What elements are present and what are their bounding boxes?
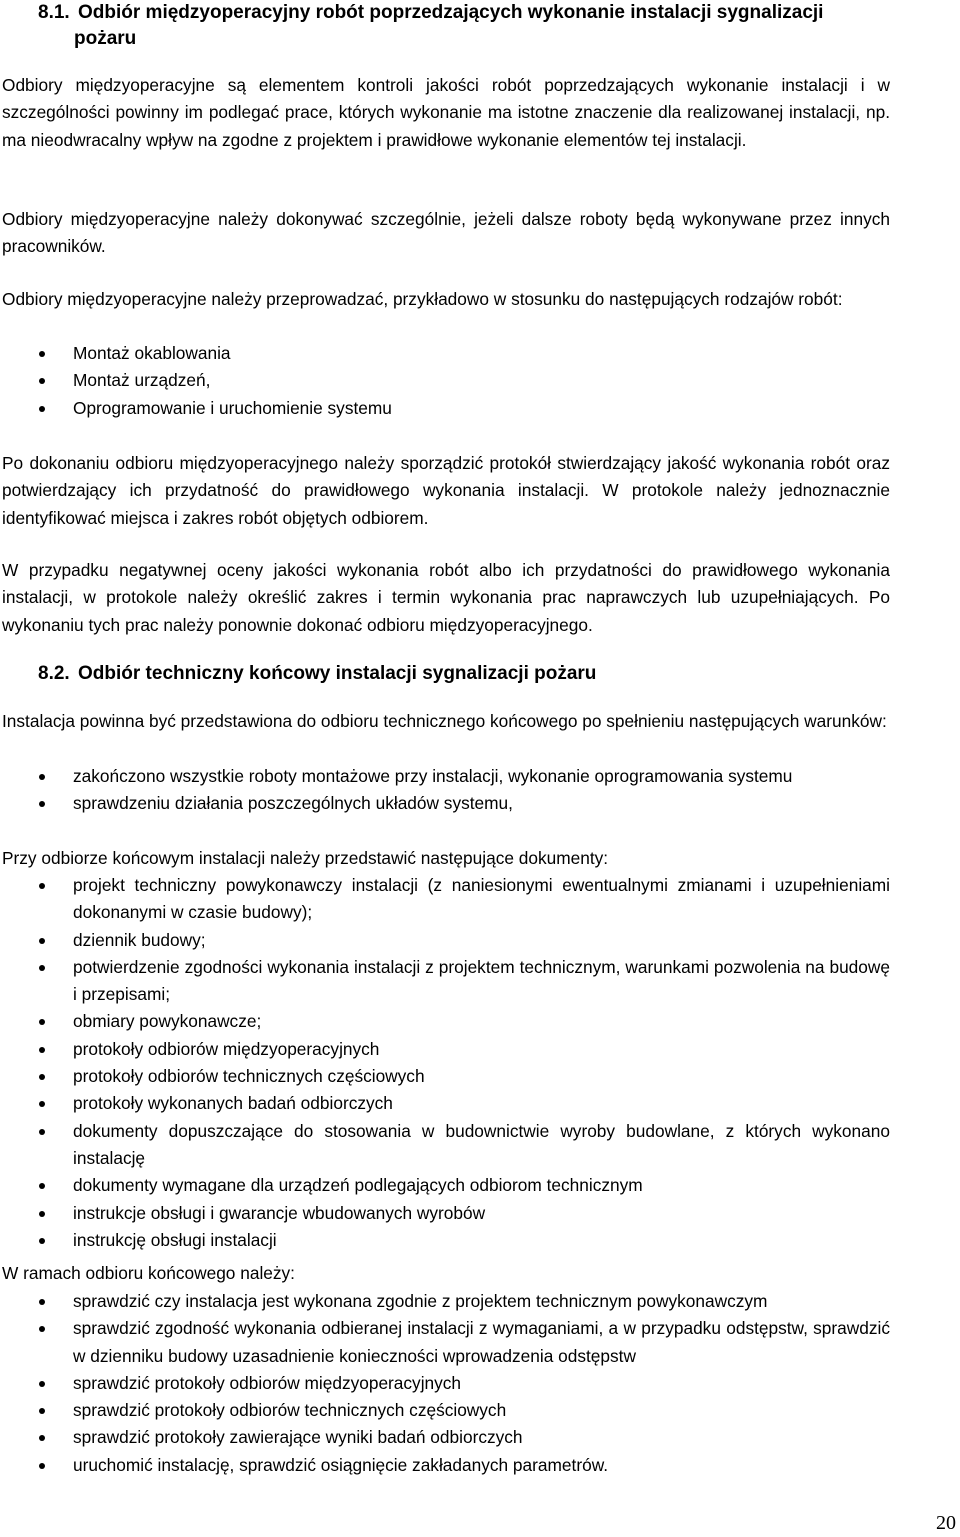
- section-title-line1: Odbiór międzyoperacyjny robót poprzedzających wykonanie instalacji sygnalizacji: [78, 2, 824, 23]
- section-title-line2: pożaru: [74, 28, 137, 49]
- bullet-icon: [39, 965, 45, 971]
- bullet-icon: [39, 938, 45, 944]
- list-item: protokoły odbiorów międzyoperacyjnych: [0, 1036, 890, 1063]
- list-item: potwierdzenie zgodności wykonania instalacji z projektem technicznym, warunkami pozwolenia na budowę i przepisami;: [0, 954, 890, 1009]
- bullet-icon: [39, 1463, 45, 1469]
- bullet-icon: [39, 1047, 45, 1053]
- list-item: zakończono wszystkie roboty montażowe przy instalacji, wykonanie oprogramowania systemu: [0, 763, 890, 790]
- list-item: protokoły odbiorów technicznych częściowych: [0, 1063, 890, 1090]
- list-item: Montaż okablowania: [0, 340, 890, 367]
- bullet-icon: [39, 883, 45, 889]
- list-item: Montaż urządzeń,: [0, 367, 890, 394]
- paragraph: Odbiory międzyoperacyjne należy przeprowadzać, przykładowo w stosunku do następujących rodzajów robót:: [2, 289, 843, 309]
- bullet-icon: [39, 1101, 45, 1107]
- list-item: projekt techniczny powykonawczy instalacji (z naniesionymi ewentualnymi zmianami i uzupełnieniami dokonanymi w czasie budowy);: [0, 872, 890, 927]
- list-item: dokumenty dopuszczające do stosowania w budownictwie wyroby budowlane, z których wykonano instalację: [0, 1118, 890, 1173]
- bullet-list: [0, 340, 890, 422]
- paragraph: Przy odbiorze końcowym instalacji należy przedstawić następujące dokumenty:: [2, 848, 609, 868]
- paragraph: Odbiory międzyoperacyjne są elementem kontroli jakości robót poprzedzających wykonanie instalacji i w szczególności powinny im podlegać prace, których wykonanie ma istotne znaczenie dla realizowanej instalacji, np. ma nieodwracalny wpływ na zgodne z projektem i prawidłowe wykonanie elementów tej instalacji.: [2, 75, 890, 150]
- bullet-icon: [39, 1019, 45, 1025]
- bullet-icon: [39, 1183, 45, 1189]
- page-number: 20: [936, 1512, 956, 1534]
- bullet-icon: [39, 351, 45, 357]
- bullet-icon: [39, 801, 45, 807]
- bullet-icon: [39, 1326, 45, 1332]
- list-item: obmiary powykonawcze;: [0, 1008, 890, 1035]
- list-item: Oprogramowanie i uruchomienie systemu: [0, 395, 890, 422]
- bullet-list: [0, 1288, 890, 1479]
- bullet-icon: [39, 1381, 45, 1387]
- list-item: dziennik budowy;: [0, 927, 890, 954]
- bullet-icon: [39, 406, 45, 412]
- section-title: Odbiór techniczny końcowy instalacji sygnalizacji pożaru: [78, 663, 597, 684]
- bullet-icon: [39, 774, 45, 780]
- paragraph: W przypadku negatywnej oceny jakości wykonania robót albo ich przydatności do prawidłowego wykonania instalacji, w protokole należy określić zakres i termin wykonania prac naprawczych lub uzupełniających. Po wykonaniu tych prac należy ponownie dokonać odbioru międzyoperacyjnego.: [2, 560, 890, 635]
- section-heading-8-2: [38, 660, 596, 687]
- bullet-icon: [39, 1435, 45, 1441]
- section-number: 8.1.: [38, 2, 70, 23]
- paragraph: Po dokonaniu odbioru międzyoperacyjnego należy sporządzić protokół stwierdzający jakość wykonania robót oraz potwierdzający ich przydatność do prawidłowego wykonania instalacji. W protokole należy jednoznacznie identyfikować miejsca i zakres robót objętych odbiorem.: [2, 453, 890, 528]
- bullet-icon: [39, 1299, 45, 1305]
- list-item: instrukcję obsługi instalacji: [0, 1227, 890, 1254]
- paragraph: Odbiory międzyoperacyjne należy dokonywać szczególnie, jeżeli dalsze roboty będą wykonywane przez innych pracowników.: [2, 209, 890, 257]
- list-item: protokoły wykonanych badań odbiorczych: [0, 1090, 890, 1117]
- paragraph: Instalacja powinna być przedstawiona do odbioru technicznego końcowego po spełnieniu następujących warunków:: [2, 711, 887, 731]
- list-item: uruchomić instalację, sprawdzić osiągnięcie zakładanych parametrów.: [0, 1452, 890, 1479]
- section-number: 8.2.: [38, 663, 70, 684]
- paragraph: W ramach odbioru końcowego należy:: [2, 1263, 295, 1283]
- list-item: dokumenty wymagane dla urządzeń podlegających odbiorom technicznym: [0, 1172, 890, 1199]
- bullet-icon: [39, 378, 45, 384]
- bullet-icon: [39, 1129, 45, 1135]
- bullet-icon: [39, 1211, 45, 1217]
- list-item: sprawdzić czy instalacja jest wykonana zgodnie z projektem technicznym powykonawczym: [0, 1288, 890, 1315]
- list-item: sprawdzić protokoły odbiorów technicznych częściowych: [0, 1397, 890, 1424]
- list-item: sprawdzić zgodność wykonania odbieranej instalacji z wymaganiami, a w przypadku odstępstw, sprawdzić w dzienniku budowy uzasadnienie konieczności wprowadzenia odstępstw: [0, 1315, 890, 1370]
- list-item: sprawdzić protokoły zawierające wyniki badań odbiorczych: [0, 1424, 890, 1451]
- bullet-list: [0, 872, 890, 1254]
- bullet-list: [0, 763, 890, 818]
- bullet-icon: [39, 1074, 45, 1080]
- list-item: sprawdzeniu działania poszczególnych układów systemu,: [0, 790, 890, 817]
- section-heading-8-1: [38, 0, 960, 52]
- bullet-icon: [39, 1238, 45, 1244]
- list-item: instrukcje obsługi i gwarancje wbudowanych wyrobów: [0, 1200, 890, 1227]
- bullet-icon: [39, 1408, 45, 1414]
- list-item: sprawdzić protokoły odbiorów międzyoperacyjnych: [0, 1370, 890, 1397]
